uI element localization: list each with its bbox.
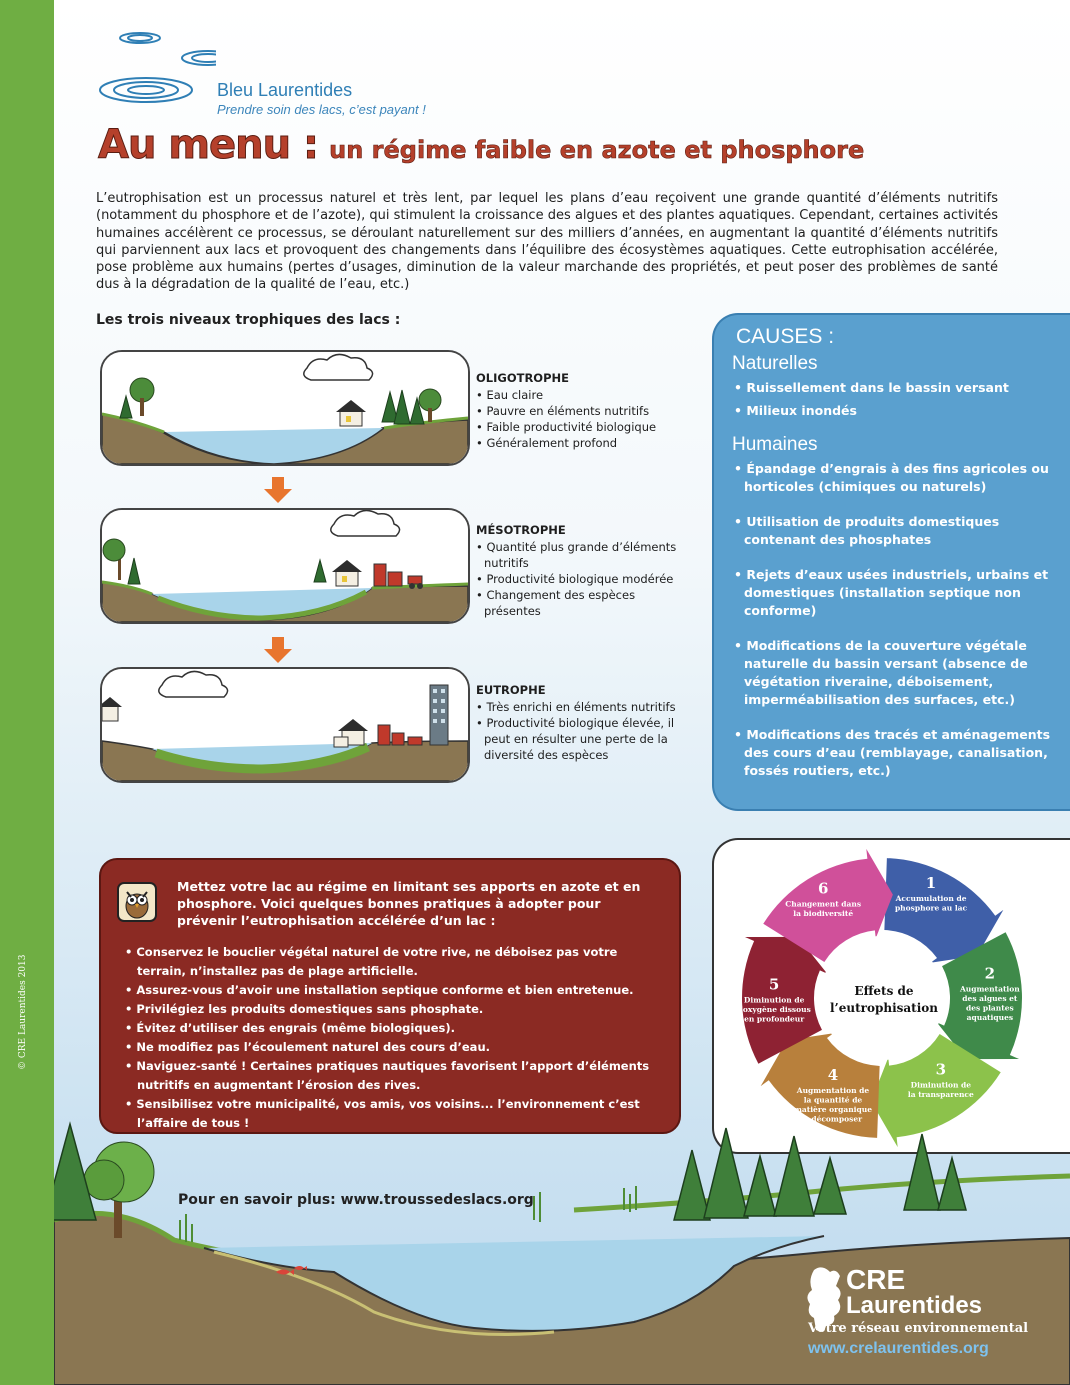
cycle-center-line2: l’eutrophisation	[830, 1001, 938, 1015]
tip-item: • Assurez-vous d’avoir une installation septique conforme et bien entretenue.	[121, 981, 659, 1000]
arrow-down-icon	[264, 477, 292, 503]
cycle-step-label: Diminution de	[910, 1080, 972, 1090]
tips-list	[121, 943, 659, 1133]
level-item: • Productivité biologique élevée, il peut en résulter une perte de la diversité des espèces	[476, 715, 691, 763]
tip-item: • Privilégiez les produits domestiques sans phosphate.	[121, 1000, 659, 1019]
cycle-step-number: 5	[768, 975, 780, 994]
cycle-step-label: des plantes	[965, 1003, 1014, 1013]
cycle-step-label: en profondeur	[744, 1014, 805, 1024]
title-main: Au menu :	[98, 122, 319, 168]
oligotrophe-illustration	[100, 350, 470, 466]
cre-name-line2: Laurentides	[846, 1292, 983, 1319]
eutrophication-cycle-panel	[712, 838, 1070, 1154]
brand-name: Bleu Laurentides	[217, 80, 353, 100]
cause-item: • Modifications de la couverture végétale naturelle du bassin versant (absence de végétation riveraine, déboisement, imperméabilisation des surfaces, etc.)	[732, 637, 1052, 709]
natural-causes-list	[732, 379, 1052, 420]
cycle-step-number: 3	[935, 1060, 947, 1079]
causes-title: CAUSES :	[736, 325, 835, 348]
tip-item: • Conservez le bouclier végétal naturel de votre rive, ne déboisez pas votre terrain, n’installez pas de plage artificielle.	[121, 943, 659, 981]
level-title: OLIGOTROPHE	[476, 371, 569, 385]
level-title: EUTROPHE	[476, 683, 546, 697]
tip-item: • Ne modifiez pas l’écoulement naturel des cours d’eau.	[121, 1038, 659, 1057]
cycle-step-number: 1	[925, 873, 937, 892]
level-item: • Faible productivité biologique	[476, 419, 691, 435]
side-bar	[0, 0, 54, 1385]
cause-item: • Ruissellement dans le bassin versant	[732, 379, 1052, 397]
cycle-step-label: des algues et	[962, 993, 1018, 1003]
cause-item: • Milieux inondés	[732, 402, 1052, 420]
owl-icon	[117, 882, 157, 922]
title-sub: un régime faible en azote et phosphore	[329, 136, 865, 164]
level-item: • Généralement profond	[476, 435, 691, 451]
cause-item: • Modifications des tracés et aménagements des cours d’eau (remblayage, canalisation, fossés routiers, etc.)	[732, 726, 1052, 780]
cycle-step-label: l’oxygène dissous	[737, 1005, 811, 1015]
tip-item: • Sensibilisez votre municipalité, vos amis, vos voisins... l’environnement c’est l’affaire de tous !	[121, 1095, 659, 1133]
cycle-step-label: la biodiversité	[793, 908, 854, 918]
eutrophe-illustration	[100, 667, 470, 783]
copyright-text: © CRE Laurentides 2013	[18, 954, 28, 1070]
cycle-step-label: Augmentation de	[796, 1086, 870, 1096]
more-info-link[interactable]: Pour en savoir plus: www.troussedeslacs.org	[178, 1192, 534, 1208]
arrow-down-icon	[264, 637, 292, 663]
cre-tagline: Votre réseau environnemental	[808, 1321, 1029, 1336]
cycle-step-label: à décomposer	[803, 1114, 863, 1124]
level-item: • Quantité plus grande d’éléments nutritifs	[476, 539, 691, 571]
page-title	[98, 122, 864, 168]
level-item: • Très enrichi en éléments nutritifs	[476, 699, 691, 715]
cycle-step-number: 6	[817, 879, 829, 898]
ripples-logo-icon	[96, 28, 216, 108]
cre-name-line1: CRE	[846, 1264, 906, 1295]
human-causes-list	[732, 460, 1052, 780]
cycle-step-label: Augmentation	[959, 984, 1020, 994]
cause-item: • Rejets d’eaux usées industriels, urbains et domestiques (installation septique non conforme)	[732, 566, 1052, 620]
cycle-step-number: 4	[827, 1066, 839, 1085]
intro-paragraph: L’eutrophisation est un processus naturel et très lent, par lequel les plans d’eau reçoivent une grande quantité d’éléments nutritifs (notamment du phosphore et de l’azote), qui stimulent la croissance des algues et des plantes aquatiques. Cependant, certaines activités humaines accélèrent ce processus, se déroulant naturellement sur des milliers d’années, en augmentant la quantité d’éléments nutritifs qui parviennent aux lacs et provoquent des changements dans l’équilibre des écosystèmes aquatiques. Cette eutrophisation accélérée, pose problème aux humains (pertes d’usages, diminution de la valeur marchande des propriétés, et peut poser des problèmes de santé dus à la dégradation de la qualité de l’eau, etc.)	[96, 191, 998, 293]
cre-url-link[interactable]: www.crelaurentides.org	[808, 1340, 989, 1357]
levels-heading: Les trois niveaux trophiques des lacs :	[96, 312, 401, 328]
tips-intro: Mettez votre lac au régime en limitant ses apports en azote et en phosphore. Voici quelques bonnes pratiques à adopter pour prévenir l’eutrophisation accélérée d’un lac :	[177, 879, 641, 928]
cycle-step-label: phosphore au lac	[894, 903, 968, 913]
oligotrophe-description	[476, 370, 691, 451]
tip-item: • Naviguez-santé ! Certaines pratiques nautiques favorisent l’apport d’éléments nutritifs en augmentant l’érosion des rives.	[121, 1057, 659, 1095]
level-item: • Pauvre en éléments nutritifs	[476, 403, 691, 419]
cycle-step-label: aquatiques	[966, 1012, 1014, 1022]
level-item: • Productivité biologique modérée	[476, 571, 691, 587]
mesotrophe-illustration	[100, 508, 470, 624]
cause-item: • Utilisation de produits domestiques contenant des phosphates	[732, 513, 1052, 549]
cycle-step-label: la quantité de	[803, 1095, 863, 1105]
tip-item: • Évitez d’utiliser des engrais (même biologiques).	[121, 1019, 659, 1038]
cycle-center-line1: Effets de	[854, 984, 914, 998]
level-item: • Eau claire	[476, 387, 691, 403]
cause-item: • Épandage d’engrais à des fins agricoles ou horticoles (chimiques ou naturels)	[732, 460, 1052, 496]
eutrophication-cycle-diagram	[714, 840, 1070, 1152]
level-item: • Changement des espèces présentes	[476, 587, 691, 619]
cycle-step-label: matière organique	[793, 1105, 872, 1115]
human-causes-title: Humaines	[732, 434, 818, 455]
cycle-step-label: Changement dans	[785, 899, 862, 909]
natural-causes-title: Naturelles	[732, 353, 818, 374]
cycle-step-label: la transparence	[907, 1090, 974, 1100]
brand-tagline: Prendre soin des lacs, c’est payant !	[217, 102, 426, 117]
level-title: MÉSOTROPHE	[476, 523, 566, 537]
causes-panel	[712, 313, 1070, 811]
tips-panel	[99, 858, 681, 1134]
cycle-step-number: 2	[984, 964, 996, 983]
cycle-step-label: Diminution de	[743, 995, 805, 1005]
cycle-step-label: Accumulation de	[895, 893, 967, 903]
eutrophe-description	[476, 682, 691, 763]
mesotrophe-description	[476, 522, 691, 619]
